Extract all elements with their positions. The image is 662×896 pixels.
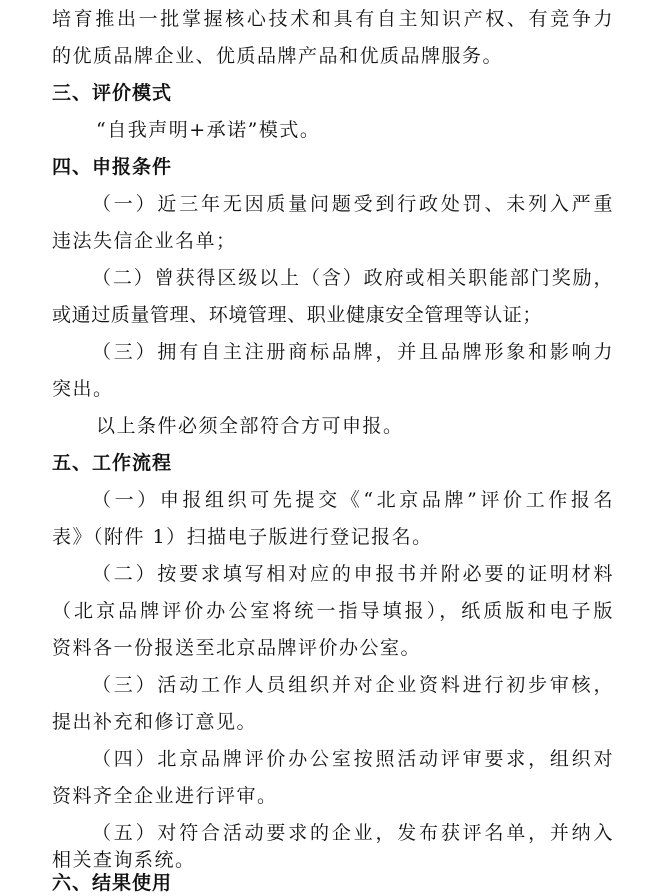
condition-3-line-1: （三）拥有自主注册商标品牌，并且品牌形象和影响力 [92,341,614,363]
condition-2-line-1: （二）曾获得区级以上（含）政府或相关职能部门奖励， [92,267,614,289]
section-heading-workflow: 五、工作流程 [52,452,173,474]
step-4-line-1: （四）北京品牌评价办公室按照活动评审要求，组织对 [92,748,614,770]
step-1-line-1: （一）申报组织可先提交《“北京品牌”评价工作报名 [92,489,614,511]
section-evaluation-mode-body: “自我声明+承诺”模式。 [96,119,321,141]
intro-line-2: 的优质品牌企业、优质品牌产品和优质品牌服务。 [52,45,504,67]
section-heading-result-usage: 六、结果使用 [52,872,173,894]
step-2-line-3: 资料各一份报送至北京品牌评价办公室。 [52,637,422,659]
condition-1-line-1: （一）近三年无因质量问题受到行政处罚、未列入严重 [92,193,614,215]
step-2-line-2: （北京品牌评价办公室将统一指导填报），纸质版和电子版 [52,600,614,622]
step-1-line-2: 表》（附件 1）扫描电子版进行登记报名。 [52,526,433,548]
step-3-line-1: （三）活动工作人员组织并对企业资料进行初步审核， [92,674,614,696]
conditions-note: 以上条件必须全部符合方可申报。 [96,415,404,437]
condition-3-line-2: 突出。 [52,378,114,400]
condition-1-line-2: 违法失信企业名单； [52,230,237,252]
step-5-line-2: 相关查询系统。 [52,849,196,871]
condition-2-line-2: 或通过质量管理、环境管理、职业健康安全管理等认证； [52,304,543,326]
intro-line-1: 培育推出一批掌握核心技术和具有自主知识产权、有竞争力 [52,8,614,30]
section-heading-evaluation-mode: 三、评价模式 [52,82,173,104]
step-2-line-1: （二）按要求填写相对应的申报书并附必要的证明材料 [92,563,614,585]
step-5-line-1: （五）对符合活动要求的企业，发布获评名单，并纳入 [92,822,614,844]
section-heading-application-conditions: 四、申报条件 [52,156,173,178]
step-4-line-2: 资料齐全企业进行评审。 [52,785,278,807]
step-3-line-2: 提出补充和修订意见。 [52,711,258,733]
